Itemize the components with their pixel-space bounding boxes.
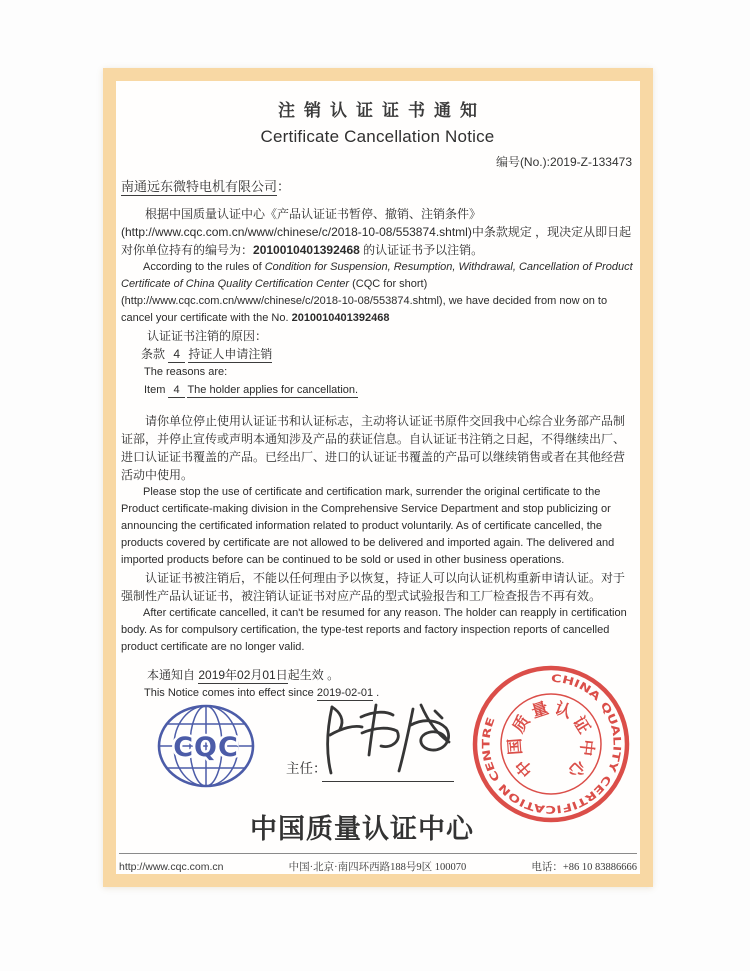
item-text: The holder applies for cancellation. xyxy=(187,384,359,396)
clause-label: 条款 xyxy=(141,347,166,361)
seal-char: 心 xyxy=(564,756,590,782)
reason-item-line xyxy=(121,382,634,398)
doc-title-zh: 注销认证证书通知 xyxy=(278,101,486,120)
footer-bar xyxy=(119,859,637,874)
seal-char: 质 xyxy=(508,711,534,737)
effective-date-en: 2019-02-01 xyxy=(316,687,374,699)
paragraph-resume-zh: 认证证书被注销后，不能以任何理由予以恢复，持证人可以向认证机构重新申请认证。对于强制性产品认证证书，被注销认证证书对应产品的型式试验报告和工厂检查报告不再有效。 xyxy=(121,571,626,603)
clause-number: 4 xyxy=(168,347,185,363)
effective-zh-post: 起生效 。 xyxy=(287,668,340,682)
certificate-number-en: 2010010401392468 xyxy=(291,312,390,324)
reason-label-en: The reasons are: xyxy=(144,366,228,378)
seal-char: 证 xyxy=(569,712,594,737)
basis-zh-tail: 的认证证书予以注销。 xyxy=(359,243,484,257)
doc-title-en: Certificate Cancellation Notice xyxy=(260,127,495,146)
seal-ring-text: CHINA QUALITY CERTIFICATION CENTRE xyxy=(480,672,623,816)
cqc-logo-text: CQC xyxy=(173,732,239,763)
footer-website: http://www.cqc.com.cn xyxy=(119,861,224,873)
ref-number: 编号(No.):2019-Z-133473 xyxy=(495,155,632,169)
recipient-line xyxy=(121,176,634,195)
cqc-globe-logo-icon xyxy=(156,703,256,789)
seal-char: 认 xyxy=(552,698,575,722)
document-mat-border xyxy=(103,68,653,887)
recipient-colon: ： xyxy=(277,179,291,194)
certificate-number-zh: 2010010401392468 xyxy=(253,243,360,257)
paragraph-basis-zh xyxy=(121,205,634,259)
item-label: Item xyxy=(144,384,166,396)
footer-address: 中国·北京·南四环西路188号9区 100070 xyxy=(288,862,467,873)
basis-zh-text: 根据中国质量认证中心《产品认证证书暂停、撤销、注销条件》(http://www.cqc.com.cn/www/chinese/c/2018-10-08/553874.shtml)中条款规定 ，现决定从即日起对你单位持有的编号为： xyxy=(121,207,632,257)
signature-underline xyxy=(322,781,454,782)
item-number: 4 xyxy=(168,384,184,398)
footer-phone: 电话：+86 10 83886666 xyxy=(531,862,637,873)
document-page xyxy=(116,81,640,874)
paragraph-instruction-zh: 请你单位停止使用认证证书和认证标志，主动将认证证书原件交回我中心综合业务部产品制证部，并停止宣传或声明本通知涉及产品的获证信息。自认证证书注销之日起，不得继续出厂、进口认证证书覆盖的产品。已经出厂、进口的认证证书覆盖的产品可以继续销售或者在其他经营活动中使用。 xyxy=(121,414,626,482)
effective-en-post: . xyxy=(373,687,380,699)
clause-text: 持证人申请注销 xyxy=(188,347,273,361)
footer-divider xyxy=(119,853,637,854)
director-label: 主任： xyxy=(286,761,327,776)
official-seal-stamp xyxy=(468,661,634,827)
seal-char: 中 xyxy=(576,738,598,757)
reason-label-zh: 认证证书注销的原因： xyxy=(147,329,268,343)
seal-char: 国 xyxy=(505,737,526,756)
recipient-company: 南通远东微特电机有限公司 xyxy=(121,179,278,194)
director-signature-handwriting xyxy=(316,697,466,782)
effective-zh-pre: 本通知自 xyxy=(147,668,199,682)
rules-title-italic: Condition for Suspension, Resumption, Withdrawal, Cancellation of Product Certificate of China Quality Certification Center xyxy=(121,261,633,290)
effective-en-pre: This Notice comes into effect since xyxy=(144,687,317,699)
seal-char: 中 xyxy=(511,755,537,781)
reason-clause-line xyxy=(121,346,634,362)
paragraph-basis-en xyxy=(121,259,634,327)
basis-en-mid: (CQC for short) (http://www.cqc.com.cn/www/chinese/c/2018-10-08/553874.shtml), we have decided from now on to cancel your certificate with the No. xyxy=(121,278,608,324)
seal-char: 量 xyxy=(529,698,551,722)
basis-en-text: According to the rules of xyxy=(143,261,265,273)
effective-date-zh: 2019年02月01日 xyxy=(198,668,288,682)
paragraph-instruction-en: Please stop the use of certificate and certification mark, surrender the original certificate to the Product certificate-making division in the Comprehensive Service Department and stop publicizing or announcing the certificated information related to product voluntarily. As of certificate cancelled, the products covered by certificate are not allowed to be delivered and imported again. The delivered and imported products before can be continued to be sold or used in other business operations. xyxy=(121,486,615,566)
organization-name: 中国质量认证中心 xyxy=(250,814,474,844)
paragraph-resume-en: After certificate cancelled, it can't be resumed for any reason. The holder can reapply in certification body. As for compulsory certification, the type-test reports and factory inspection reports of cancelled product certificate are no longer valid. xyxy=(121,607,627,653)
document-body xyxy=(116,81,640,702)
